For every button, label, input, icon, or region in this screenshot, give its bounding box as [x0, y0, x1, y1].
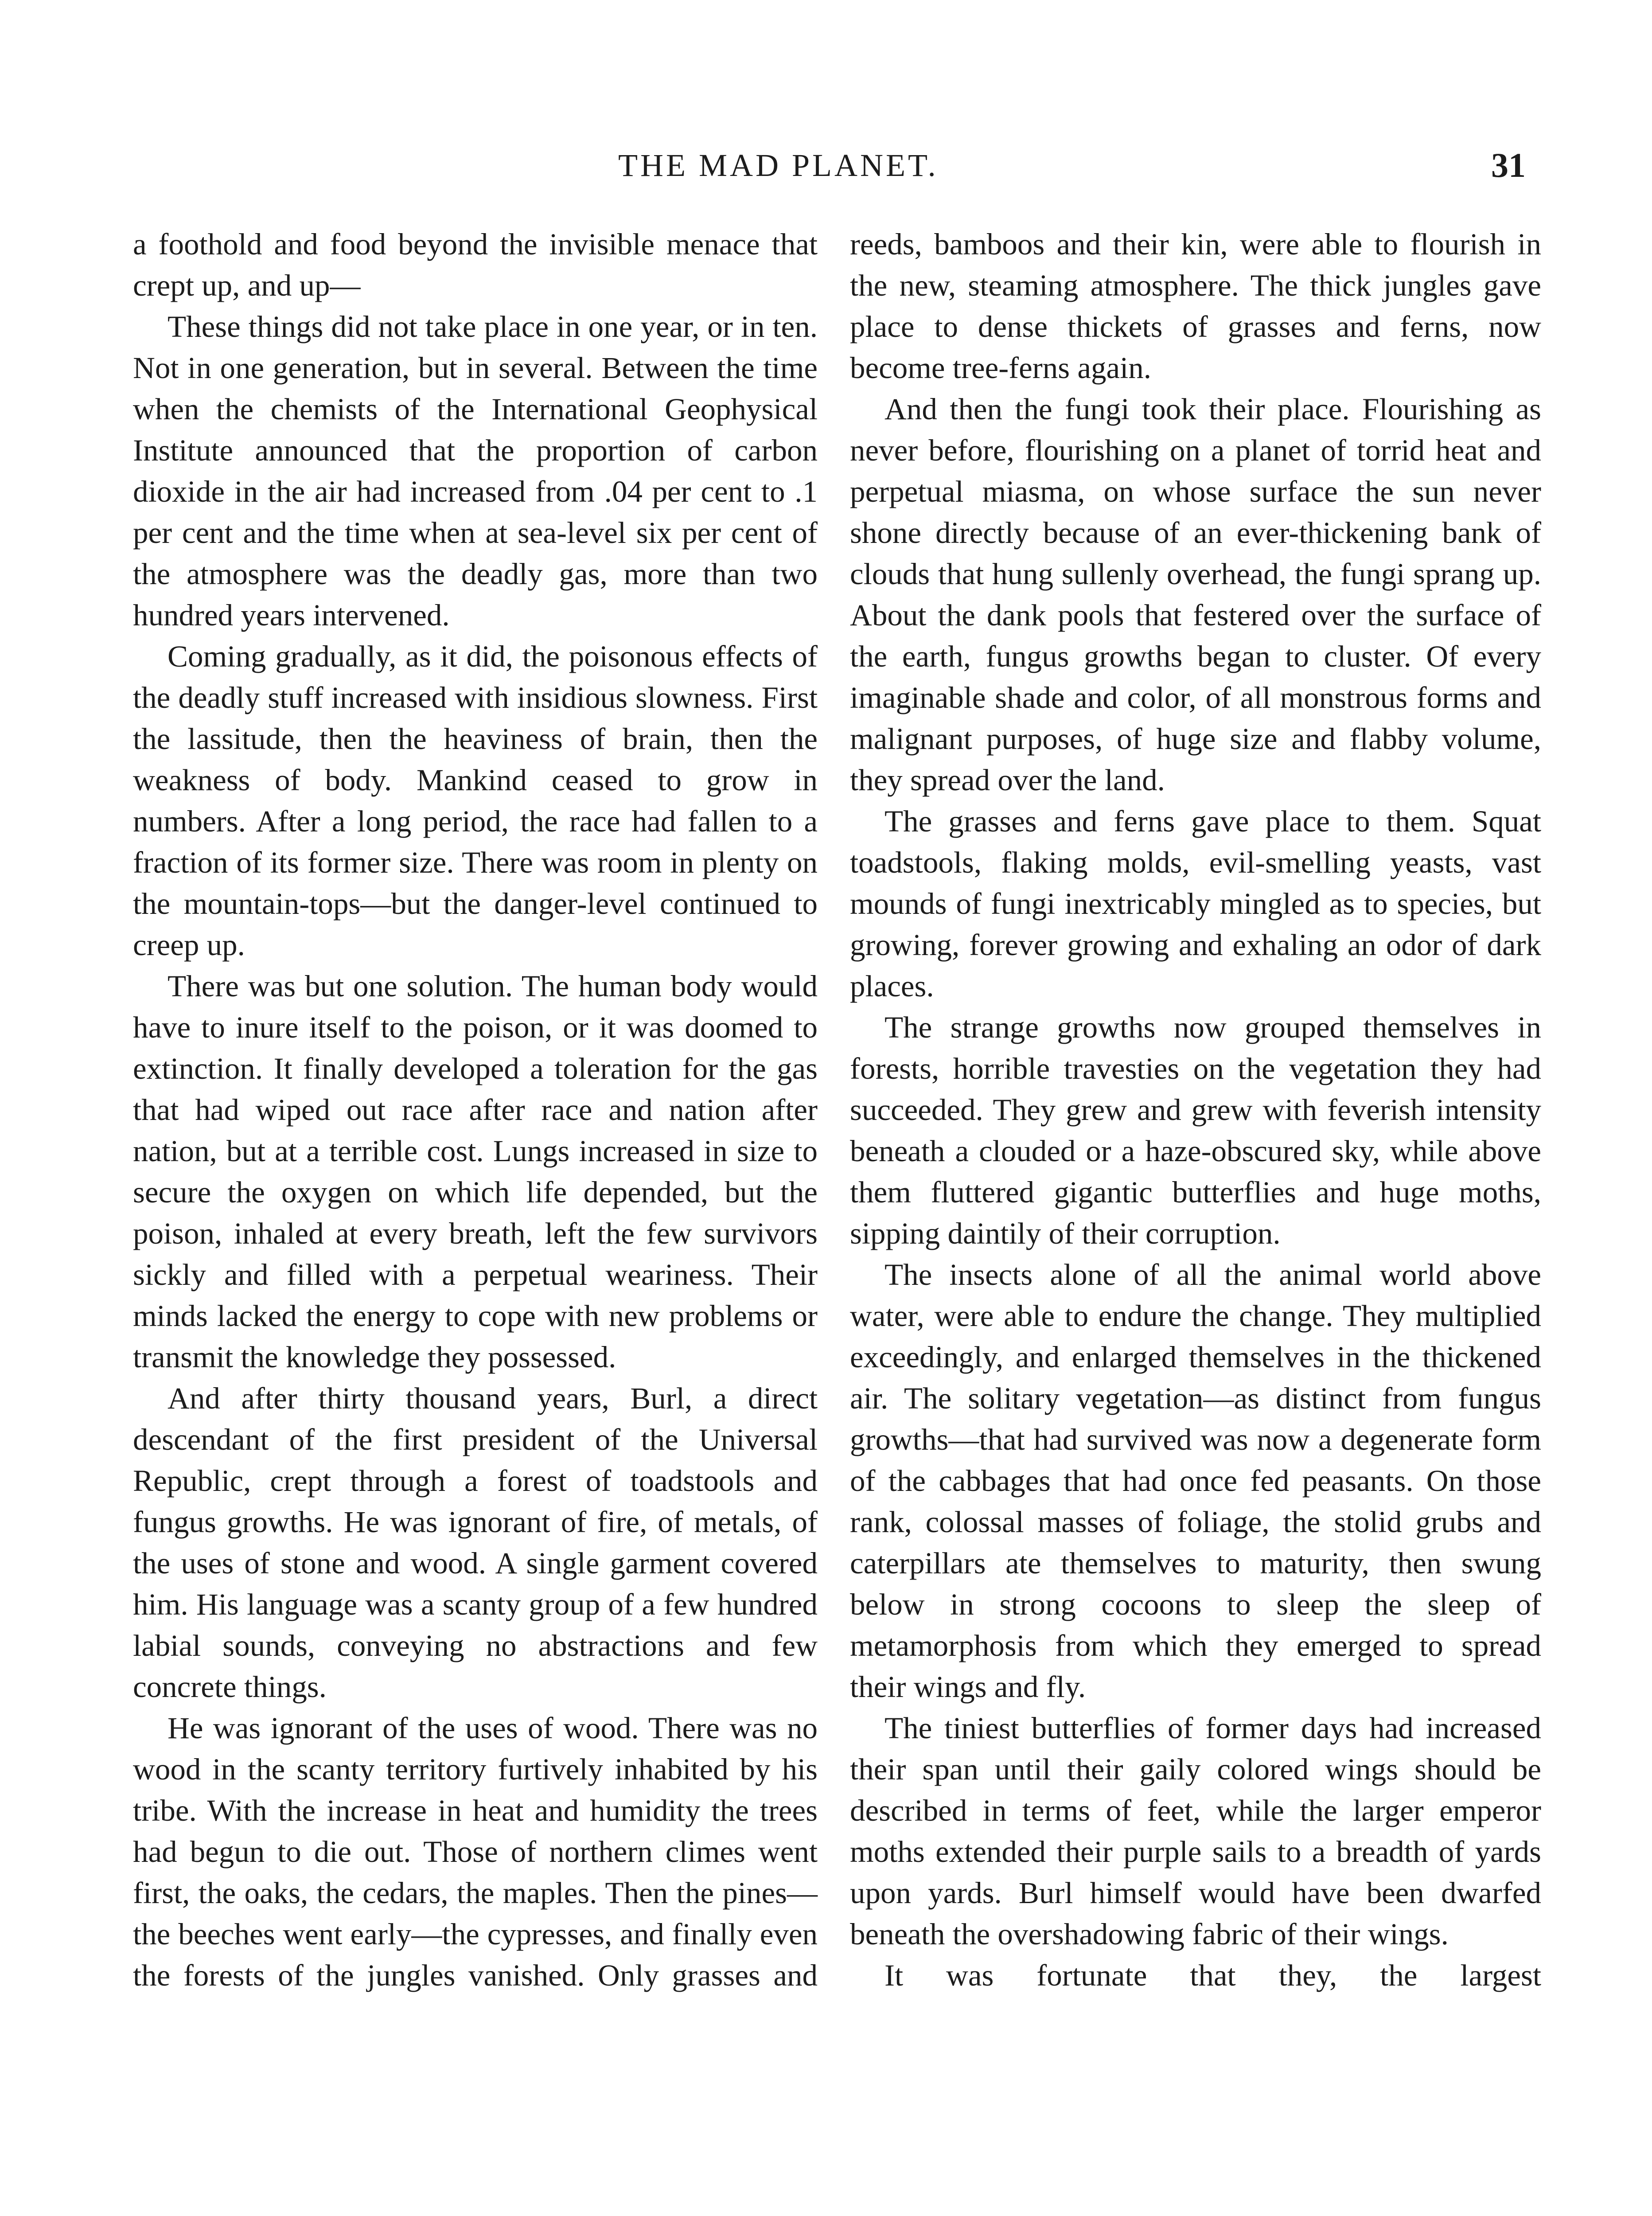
- paragraph: It was fortunate that they, the largest: [884, 1959, 1541, 1992]
- paragraph: And then the fungi took their place. Flourishing as never before, flourishing on a planet of torrid heat and perpetual miasma, on whose surface the sun never shone directly because of an ever-thickening bank of clouds that hung sullenly overhead, the fungi sprang up. About the dank pools that festered over the surface of the earth, fungus growths began to cluster. Of every imaginable shade and color, of all monstrous forms and malignant purposes, of huge size and flabby volume, they spread over the land.: [850, 392, 1541, 797]
- paragraph: a foothold and food beyond the invisible menace that crept up, and up—: [133, 227, 818, 302]
- left-column: [133, 224, 818, 1996]
- paragraph: And after thirty thousand years, Burl, a direct descendant of the first president of the Universal Republic, crept through a forest of toadstools and fungus growths. He was ignorant of fire, of metals, of the uses of stone and wood. A single garment covered him. His language was a scanty group of a few hundred labial sounds, conveying no abstractions and few concrete things.: [133, 1381, 818, 1704]
- paragraph: He was ignorant of the uses of wood. There was no wood in the scanty territory furtively inhabited by his tribe. With the increase in heat and humidity the trees had begun to die out. Those of northern climes went first, the oaks, the cedars, the maples. Then the pines—the beeches went early—the cypresses, and finally even the forests of the jungles vanished. Only grasses and: [133, 1711, 818, 1992]
- paragraph: The grasses and ferns gave place to them. Squat toadstools, flaking molds, evil-smelling yeasts, vast mounds of fungi inextricably mingled as to species, but growing, forever growing and exhaling an odor of dark places.: [850, 804, 1541, 1003]
- right-column: [850, 224, 1541, 1996]
- paragraph: These things did not take place in one year, or in ten. Not in one generation, but in several. Between the time when the chemists of the International Geophysical Institute announced that the proportion of carbon dioxide in the air had increased from .04 per cent to .1 per cent and the time when at sea-level six per cent of the atmosphere was the deadly gas, more than two hundred years intervened.: [133, 310, 818, 632]
- paragraph: There was but one solution. The human body would have to inure itself to the poison, or it was doomed to extinction. It finally developed a toleration for the gas that had wiped out race after race and nation after nation, but at a terrible cost. Lungs increased in size to secure the oxygen on which life depended, but the poison, inhaled at every breath, left the few survivors sickly and filled with a perpetual weariness. Their minds lacked the energy to cope with new problems or transmit the knowledge they possessed.: [133, 969, 818, 1374]
- page-header: [0, 141, 1652, 190]
- running-title: THE MAD PLANET.: [618, 148, 939, 183]
- paragraph: The insects alone of all the animal world above water, were able to endure the change. They multiplied exceedingly, and enlarged themselves in the thickened air. The solitary vegetation—as distinct from fungus growths—that had survived was now a degenerate form of the cabbages that had once fed peasants. On those rank, colossal masses of foliage, the stolid grubs and caterpillars ate themselves to maturity, then swung below in strong cocoons to sleep the sleep of metamorphosis from which they emerged to spread their wings and fly.: [850, 1258, 1541, 1704]
- paragraph: The strange growths now grouped themselves in forests, horrible travesties on the vegetation they had succeeded. They grew and grew with feverish intensity beneath a clouded or a haze-obscured sky, while above them fluttered gigantic butterflies and huge moths, sipping daintily of their corruption.: [850, 1010, 1541, 1250]
- paragraph: The tiniest butterflies of former days had increased their span until their gaily colored wings should be described in terms of feet, while the larger emperor moths extended their purple sails to a breadth of yards upon yards. Burl himself would have been dwarfed beneath the overshadowing fabric of their wings.: [850, 1711, 1541, 1951]
- page-number: 31: [1491, 146, 1526, 184]
- paragraph: reeds, bamboos and their kin, were able to flourish in the new, steaming atmosphere. The thick jungles gave place to dense thickets of grasses and ferns, now become tree-ferns again.: [850, 227, 1541, 385]
- paragraph: Coming gradually, as it did, the poisonous effects of the deadly stuff increased with insidious slowness. First the lassitude, then the heaviness of brain, then the weakness of body. Mankind ceased to grow in numbers. After a long period, the race had fallen to a fraction of its former size. There was room in plenty on the mountain-tops—but the danger-level continued to creep up.: [133, 640, 818, 962]
